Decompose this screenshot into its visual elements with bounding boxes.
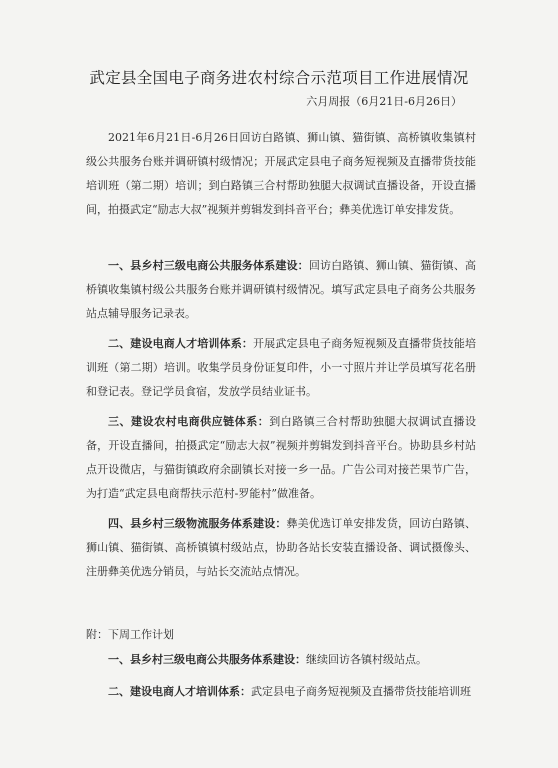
section-2-paragraph (86, 332, 476, 404)
section-2-text: 开展武定县电子商务短视频及直播带货技能培训班（第二期）培训。收集学员身份证复印件，小一寸照片并让学员填写花名册和登记表。登记学员食宿，发放学员结业证书。 (86, 337, 476, 398)
section-3-paragraph (86, 410, 476, 506)
appendix-item-2-label: 二、建设电商人才培训体系： (108, 685, 251, 698)
intro-paragraph: 2021年6月21日-6月26日回访白路镇、狮山镇、猫街镇、高桥镇收集镇村级公共服务台账并调研镇村级情况；开展武定县电子商务短视频及直播带货技能培训班（第二期）培训；到白路镇三合村帮助独腿大叔调试直播设备，开设直播间，拍摄武定“励志大叔”视频并剪辑发到抖音平台；彝美优选订单安排发货。 (86, 131, 476, 216)
appendix-item-1-text: 继续回访各镇村级站点。 (306, 653, 427, 666)
appendix-item-2-text: 武定县电子商务短视频及直播带货技能培训班 (251, 685, 471, 698)
section-1-paragraph (86, 254, 476, 326)
section-4-text: 彝美优选订单安排发货，回访白路镇、狮山镇、猫街镇、高桥镇镇村级站点，协助各站长安装直播设备、调试摄像头、注册彝美优选分销员，与站长交流站点情况。 (86, 517, 476, 578)
appendix-item-1-label: 一、县乡村三级电商公共服务体系建设： (108, 653, 306, 666)
section-1-text: 回访白路镇、狮山镇、猫街镇、高桥镇收集镇村级公共服务台账并调研镇村级情况。填写武定县电子商务公共服务站点辅导服务记录表。 (86, 259, 476, 320)
section-2-label: 二、建设电商人才培训体系： (108, 337, 254, 350)
section-3-text: 到白路镇三合村帮助独腿大叔调试直播设备，开设直播间，拍摄武定“励志大叔”视频并剪辑发到抖音平台。协助县乡村站点开设微店，与猫街镇政府余副镇长对接一乡一品。广告公司对接芒果节广告，为打造“武定县电商帮扶示范村-罗能村”做准备。 (86, 415, 477, 500)
appendix-item-2 (86, 680, 486, 704)
section-4-label: 四、县乡村三级物流服务体系建设： (108, 517, 287, 530)
document-subtitle: 六月周报（6月21日-6月26日） (306, 95, 462, 108)
document-title: 武定县全国电子商务进农村综合示范项目工作进展情况 (89, 69, 469, 87)
appendix-item-1 (86, 648, 486, 672)
section-1-label: 一、县乡村三级电商公共服务体系建设： (108, 259, 309, 272)
appendix-heading: 附：下周工作计划 (86, 628, 174, 641)
section-4-paragraph (86, 512, 476, 584)
section-3-label: 三、建设农村电商供应链体系： (108, 415, 270, 428)
